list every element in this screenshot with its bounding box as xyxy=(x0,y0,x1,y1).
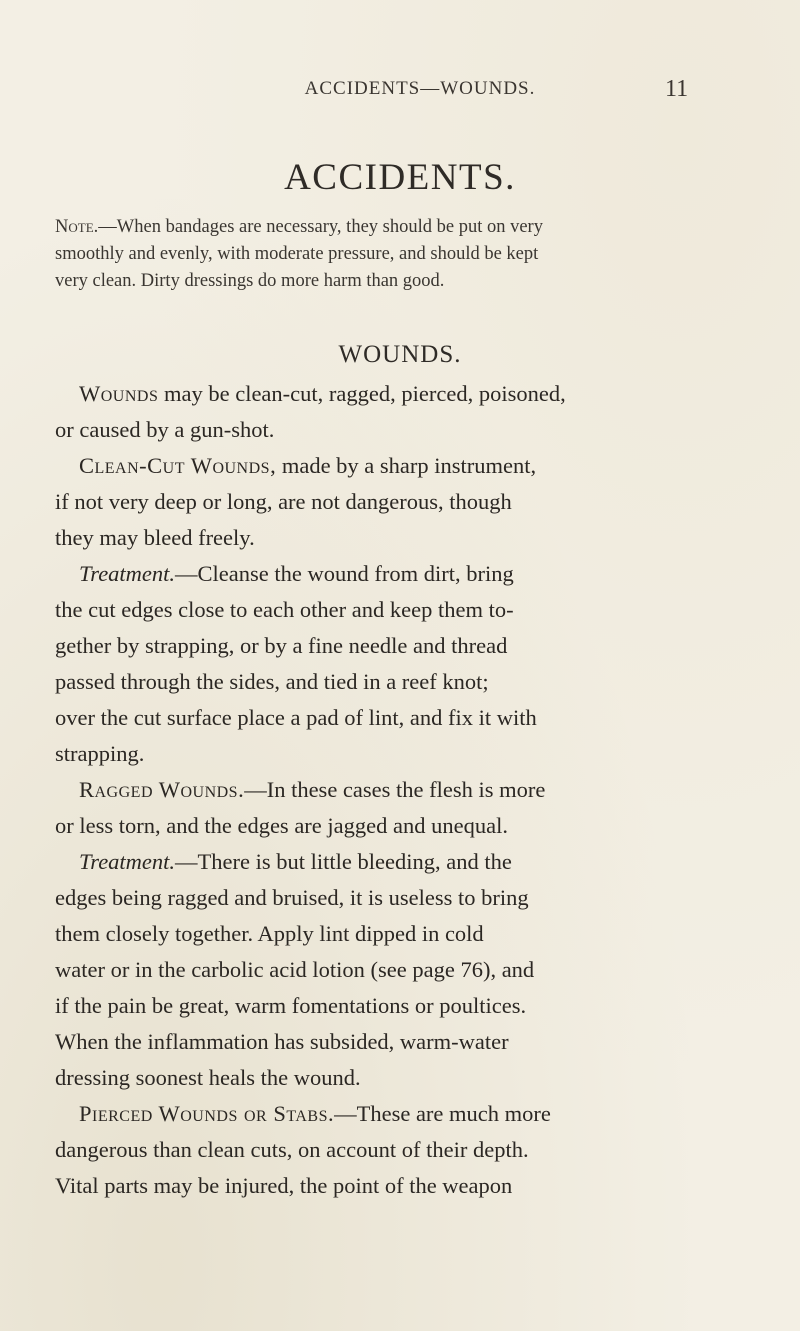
paragraph-ragged-treatment xyxy=(55,844,755,1096)
text-line: edges being ragged and bruised, it is useless to bring xyxy=(55,885,529,910)
text-line xyxy=(55,1096,755,1132)
text-line: if not very deep or long, are not dangerous, though xyxy=(55,489,512,514)
note-line-3: very clean. Dirty dressings do more harm than good. xyxy=(55,271,445,291)
text-line: over the cut surface place a pad of lint, and fix it with xyxy=(55,705,537,730)
lead-term: Treatment. xyxy=(79,849,176,874)
text-line xyxy=(55,772,755,808)
line-text: —These are much more xyxy=(334,1101,551,1126)
text-line: they may bleed freely. xyxy=(55,525,255,550)
note-line-2: smoothly and evenly, with moderate pressure, and should be kept xyxy=(55,244,539,264)
text-line: dressing soonest heals the wound. xyxy=(55,1065,361,1090)
text-line xyxy=(55,376,755,412)
lead-term: Treatment. xyxy=(79,561,176,586)
running-head: ACCIDENTS—WOUNDS. xyxy=(304,78,536,99)
note-line-1-text: —When bandages are necessary, they should be put on very xyxy=(98,217,543,237)
text-line xyxy=(55,844,755,880)
text-line: When the inflammation has subsided, warm-water xyxy=(55,1029,509,1054)
paragraph-clean-cut xyxy=(55,448,755,556)
text-line: dangerous than clean cuts, on account of their depth. xyxy=(55,1137,529,1162)
text-line: gether by strapping, or by a fine needle and thread xyxy=(55,633,508,658)
text-line: strapping. xyxy=(55,741,145,766)
lead-term: Pierced Wounds or Stabs. xyxy=(79,1101,335,1126)
text-line: Vital parts may be injured, the point of the weapon xyxy=(55,1173,513,1198)
note-paragraph xyxy=(55,214,755,295)
text-line: them closely together. Apply lint dipped in cold xyxy=(55,921,484,946)
text-line: if the pain be great, warm fomentations or poultices. xyxy=(55,993,527,1018)
paragraph-pierced xyxy=(55,1096,755,1204)
text-line: or less torn, and the edges are jagged and unequal. xyxy=(55,813,508,838)
line-text: —In these cases the flesh is more xyxy=(244,777,546,802)
paragraph-ragged xyxy=(55,772,755,844)
note-label: Note. xyxy=(55,217,99,237)
note-line-1 xyxy=(55,214,755,241)
lead-term: Clean-Cut Wounds, xyxy=(79,453,277,478)
line-text: may be clean-cut, ragged, pierced, poisoned, xyxy=(158,381,566,406)
page-title: ACCIDENTS. xyxy=(284,157,516,198)
line-text: made by a sharp instrument, xyxy=(276,453,537,478)
lead-term: Wounds xyxy=(79,381,159,406)
body-text xyxy=(55,376,755,1204)
lead-term: Ragged Wounds. xyxy=(79,777,245,802)
line-text: —Cleanse the wound from dirt, bring xyxy=(175,561,514,586)
line-text: —There is but little bleeding, and the xyxy=(175,849,512,874)
text-line xyxy=(55,448,755,484)
text-line xyxy=(55,556,755,592)
text-line: or caused by a gun-shot. xyxy=(55,417,275,442)
text-line: water or in the carbolic acid lotion (see page 76), and xyxy=(55,957,535,982)
paragraph-intro xyxy=(55,376,755,448)
page-number: 11 xyxy=(665,76,689,102)
section-title-wounds: WOUNDS. xyxy=(338,341,462,368)
text-line: passed through the sides, and tied in a reef knot; xyxy=(55,669,489,694)
text-line: the cut edges close to each other and keep them to- xyxy=(55,597,514,622)
paragraph-clean-cut-treatment xyxy=(55,556,755,772)
